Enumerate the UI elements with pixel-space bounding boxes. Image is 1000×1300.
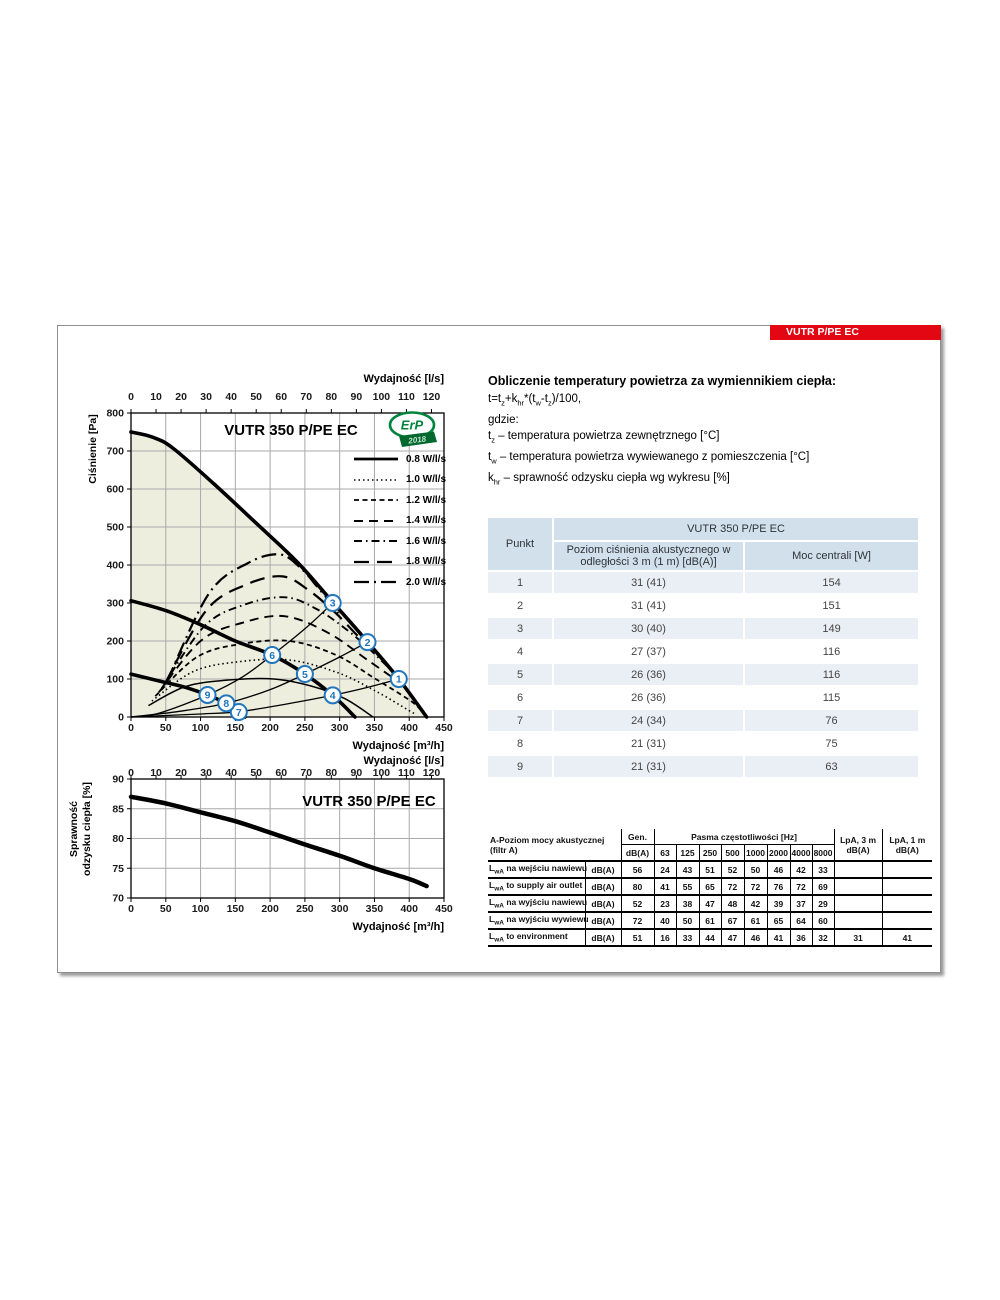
svg-text:0: 0	[128, 391, 134, 403]
legend-label: 1.4 W/l/s	[406, 515, 447, 527]
svg-text:50: 50	[250, 391, 263, 403]
heat-recovery-chart-svg	[66, 751, 461, 936]
cell-power: 116	[745, 641, 918, 664]
erp-badge-year: 2018	[407, 434, 427, 446]
cell-power: 63	[745, 756, 918, 779]
svg-text:100: 100	[372, 391, 391, 403]
formula-def: $k_{hr}$ – sprawność odzysku ciepła wg wykresu [%]	[488, 471, 730, 487]
cell-noise: 31 (41)	[554, 595, 745, 618]
cell-band: 44	[699, 929, 721, 946]
svg-text:120: 120	[422, 391, 441, 403]
cell-power: 154	[745, 572, 918, 595]
svg-text:75: 75	[112, 862, 124, 875]
cell-punkt: 4	[488, 641, 554, 664]
cell-band: 61	[699, 912, 721, 929]
legend-line-sample	[353, 517, 399, 525]
formula-equation: $t=t_z+k_{hr}*(t_w-t_z)/100$,	[488, 393, 582, 408]
col-header-punkt: Punkt	[488, 518, 554, 572]
acoustic-row-label: $L_{wA}$ to environment	[488, 929, 585, 946]
cell-band: 65	[699, 878, 721, 895]
cell-lpa3	[834, 861, 882, 878]
svg-text:50: 50	[159, 722, 172, 734]
acoustic-table	[488, 829, 932, 947]
legend-line-sample	[353, 537, 399, 545]
cell-band: 23	[654, 895, 676, 912]
svg-text:500: 500	[106, 521, 124, 534]
formula-title: Obliczenie temperatury powietrza za wymiennikiem ciepła:	[488, 374, 837, 388]
svg-text:8: 8	[223, 698, 230, 711]
svg-text:85: 85	[112, 803, 124, 816]
svg-text:200: 200	[261, 722, 279, 734]
cell-band: 50	[676, 912, 699, 929]
svg-text:70: 70	[112, 892, 124, 905]
cell-power: 149	[745, 618, 918, 641]
band-header: 8000	[812, 845, 834, 862]
table-row	[488, 641, 918, 664]
cell-punkt: 2	[488, 595, 554, 618]
svg-text:100: 100	[191, 903, 210, 915]
acoustic-header-bands: Pasma częstotliwości [Hz]	[654, 829, 834, 845]
svg-text:50: 50	[250, 767, 263, 779]
svg-text:450: 450	[435, 722, 453, 734]
datasheet-panel	[57, 325, 941, 973]
svg-text:4: 4	[329, 690, 336, 703]
svg-text:3: 3	[329, 597, 336, 610]
cell-lpa1	[882, 912, 932, 929]
svg-text:300: 300	[330, 903, 349, 915]
cell-band: 47	[699, 895, 721, 912]
legend-item	[353, 531, 448, 552]
cell-lpa1: 41	[882, 929, 932, 946]
svg-text:600: 600	[106, 483, 124, 496]
table-row	[488, 861, 932, 878]
svg-text:110: 110	[397, 767, 415, 779]
svg-text:350: 350	[365, 722, 384, 734]
svg-text:Wydajność [l/s]: Wydajność [l/s]	[363, 373, 444, 385]
cell-band: 40	[654, 912, 676, 929]
cell-noise: 26 (36)	[554, 687, 745, 710]
svg-text:5: 5	[301, 668, 308, 681]
section-tab	[770, 325, 941, 340]
svg-text:20: 20	[175, 767, 187, 779]
table-row	[488, 595, 918, 618]
cell-lpa1	[882, 895, 932, 912]
svg-text:100: 100	[372, 767, 391, 779]
cell-band: 67	[721, 912, 744, 929]
chart-legend	[353, 449, 448, 593]
svg-text:250: 250	[296, 903, 314, 915]
cell-band: 46	[744, 929, 767, 946]
legend-label: 1.8 W/l/s	[406, 556, 447, 568]
cell-band: 60	[812, 912, 834, 929]
svg-text:Wydajność [m³/h]: Wydajność [m³/h]	[352, 740, 444, 752]
cell-punkt: 6	[488, 687, 554, 710]
cell-gen: 56	[621, 861, 654, 878]
band-header: 125	[676, 845, 699, 862]
cell-band: 33	[812, 861, 834, 878]
table-span-header: VUTR 350 P/PE EC	[554, 518, 918, 542]
table-row	[488, 929, 932, 946]
acoustic-row-label: $L_{wA}$ to supply air outlet	[488, 878, 585, 895]
cell-band: 76	[767, 878, 790, 895]
cell-band: 41	[654, 878, 676, 895]
cell-noise: 30 (40)	[554, 618, 745, 641]
svg-text:400: 400	[400, 722, 418, 734]
svg-text:50: 50	[159, 903, 172, 915]
svg-text:80: 80	[325, 767, 338, 779]
svg-text:800: 800	[106, 407, 124, 420]
cell-unit: dB(A)	[585, 912, 621, 929]
cell-noise: 27 (37)	[554, 641, 745, 664]
cell-band: 52	[721, 861, 744, 878]
svg-text:1: 1	[395, 673, 402, 686]
cell-power: 76	[745, 710, 918, 733]
cell-punkt: 8	[488, 733, 554, 756]
cell-band: 36	[790, 929, 812, 946]
cell-power: 115	[745, 687, 918, 710]
erp-badge-text: ErP	[400, 417, 424, 433]
cell-noise: 21 (31)	[554, 756, 745, 779]
legend-label: 1.2 W/l/s	[406, 494, 447, 506]
band-header: 250	[699, 845, 721, 862]
legend-item	[353, 470, 448, 491]
cell-gen: 72	[621, 912, 654, 929]
svg-text:0: 0	[118, 711, 124, 724]
cell-band: 72	[790, 878, 812, 895]
chart-title: VUTR 350 P/PE EC	[224, 422, 358, 439]
svg-text:300: 300	[330, 722, 349, 734]
acoustic-header-gen: Gen.	[621, 829, 654, 845]
svg-text:6: 6	[269, 649, 276, 662]
table-row	[488, 572, 918, 595]
cell-band: 41	[767, 929, 790, 946]
cell-band: 33	[676, 929, 699, 946]
cell-band: 50	[744, 861, 767, 878]
cell-band: 69	[812, 878, 834, 895]
svg-text:0: 0	[128, 903, 134, 915]
cell-band: 55	[676, 878, 699, 895]
cell-noise: 26 (36)	[554, 664, 745, 687]
cell-noise: 21 (31)	[554, 733, 745, 756]
legend-item	[353, 490, 448, 511]
series-heat-recovery-efficiency	[131, 797, 427, 886]
svg-text:100: 100	[106, 673, 124, 686]
legend-line-sample	[353, 578, 399, 586]
table-row	[488, 710, 918, 733]
svg-text:100: 100	[191, 722, 210, 734]
cell-band: 47	[721, 929, 744, 946]
formula-block	[488, 374, 934, 491]
legend-item	[353, 572, 448, 593]
cell-punkt: 9	[488, 756, 554, 779]
svg-text:300: 300	[106, 597, 124, 610]
svg-text:0: 0	[128, 722, 134, 734]
svg-text:80: 80	[325, 391, 338, 403]
legend-item	[353, 449, 448, 470]
band-header: 500	[721, 845, 744, 862]
svg-text:0: 0	[128, 767, 134, 779]
svg-text:350: 350	[365, 903, 384, 915]
legend-label: 1.0 W/l/s	[406, 474, 447, 486]
svg-text:90: 90	[112, 773, 124, 786]
cell-unit: dB(A)	[585, 861, 621, 878]
svg-text:200: 200	[106, 635, 124, 648]
legend-item	[353, 552, 448, 573]
chart-title: VUTR 350 P/PE EC	[302, 793, 436, 810]
cell-band: 65	[767, 912, 790, 929]
cell-band: 72	[721, 878, 744, 895]
svg-text:90: 90	[350, 767, 363, 779]
legend-line-sample	[353, 476, 399, 484]
col-header-noise: Poziom ciśnienia akustycznego w odległości 3 m (1 m) [dB(A)]	[554, 542, 745, 572]
table-row	[488, 618, 918, 641]
table-row	[488, 878, 932, 895]
svg-text:Ciśnienie [Pa]: Ciśnienie [Pa]	[87, 414, 99, 484]
cell-band: 72	[744, 878, 767, 895]
svg-text:9: 9	[204, 689, 211, 702]
svg-text:Wydajność [l/s]: Wydajność [l/s]	[363, 755, 444, 767]
svg-text:10: 10	[150, 391, 162, 403]
cell-band: 16	[654, 929, 676, 946]
cell-band: 51	[699, 861, 721, 878]
svg-text:120: 120	[422, 767, 441, 779]
cell-lpa3	[834, 912, 882, 929]
cell-unit: dB(A)	[585, 895, 621, 912]
acoustic-row-label: $L_{wA}$ na wyjściu nawiewu	[488, 895, 585, 912]
band-header: 4000	[790, 845, 812, 862]
cell-unit: dB(A)	[585, 878, 621, 895]
svg-text:400: 400	[400, 903, 418, 915]
svg-text:30: 30	[200, 767, 212, 779]
svg-text:700: 700	[106, 445, 124, 458]
cell-unit: dB(A)	[585, 929, 621, 946]
cell-lpa3	[834, 895, 882, 912]
operating-points-table	[488, 518, 918, 779]
svg-text:70: 70	[300, 767, 313, 779]
cell-band: 24	[654, 861, 676, 878]
formula-where: gdzie:	[488, 413, 519, 426]
cell-band: 42	[790, 861, 812, 878]
legend-item	[353, 511, 448, 532]
table-row	[488, 756, 918, 779]
heat-recovery-chart	[66, 751, 461, 936]
cell-band: 37	[790, 895, 812, 912]
svg-text:40: 40	[225, 767, 238, 779]
right-column	[488, 374, 934, 944]
cell-punkt: 3	[488, 618, 554, 641]
table-row	[488, 687, 918, 710]
svg-text:60: 60	[275, 391, 288, 403]
acoustic-header-unit: dB(A)	[621, 845, 654, 862]
cell-lpa3	[834, 878, 882, 895]
cell-band: 38	[676, 895, 699, 912]
legend-line-sample	[353, 558, 399, 566]
svg-text:20: 20	[175, 391, 187, 403]
cell-noise: 24 (34)	[554, 710, 745, 733]
svg-text:odzysku ciepła [%]: odzysku ciepła [%]	[81, 782, 93, 876]
cell-lpa3: 31	[834, 929, 882, 946]
svg-text:Sprawność: Sprawność	[68, 800, 80, 858]
cell-band: 46	[767, 861, 790, 878]
col-header-power: Moc centrali [W]	[745, 542, 918, 572]
svg-text:2: 2	[364, 636, 371, 649]
svg-text:30: 30	[200, 391, 212, 403]
svg-text:110: 110	[397, 391, 415, 403]
svg-text:Wydajność [m³/h]: Wydajność [m³/h]	[352, 921, 444, 933]
cell-punkt: 7	[488, 710, 554, 733]
svg-text:200: 200	[261, 903, 279, 915]
cell-gen: 80	[621, 878, 654, 895]
cell-band: 48	[721, 895, 744, 912]
fan-performance-chart	[66, 364, 461, 754]
svg-text:60: 60	[275, 767, 288, 779]
legend-label: 1.6 W/l/s	[406, 535, 447, 547]
svg-text:450: 450	[435, 903, 453, 915]
cell-power: 75	[745, 733, 918, 756]
cell-gen: 51	[621, 929, 654, 946]
svg-text:150: 150	[226, 722, 245, 734]
legend-label: 2.0 W/l/s	[406, 576, 447, 588]
cell-punkt: 5	[488, 664, 554, 687]
band-header: 63	[654, 845, 676, 862]
table-row	[488, 895, 932, 912]
legend-line-sample	[353, 455, 399, 463]
svg-text:10: 10	[150, 767, 162, 779]
formula-def: $t_w$ – temperatura powietrza wywiewanego z pomieszczenia [°C]	[488, 451, 810, 466]
table-row	[488, 733, 918, 756]
acoustic-header-label: A-Poziom mocy akustycznej (filtr A)	[490, 834, 605, 855]
acoustic-row-label: $L_{wA}$ na wyjściu wywiewu	[488, 912, 585, 929]
legend-label: 0.8 W/l/s	[406, 453, 447, 465]
acoustic-header-lpa3m: LpA, 3 m dB(A)	[834, 829, 882, 861]
cell-band: 64	[790, 912, 812, 929]
cell-band: 32	[812, 929, 834, 946]
cell-lpa1	[882, 878, 932, 895]
cell-noise: 31 (41)	[554, 572, 745, 595]
svg-text:7: 7	[235, 706, 242, 719]
band-header: 2000	[767, 845, 790, 862]
svg-text:400: 400	[106, 559, 124, 572]
svg-text:90: 90	[350, 391, 363, 403]
svg-text:150: 150	[226, 903, 245, 915]
svg-text:70: 70	[300, 391, 313, 403]
svg-text:250: 250	[296, 722, 314, 734]
cell-band: 43	[676, 861, 699, 878]
band-header: 1000	[744, 845, 767, 862]
table-row	[488, 664, 918, 687]
svg-text:80: 80	[112, 833, 124, 845]
cell-band: 39	[767, 895, 790, 912]
svg-text:40: 40	[225, 391, 238, 403]
table-row	[488, 912, 932, 929]
cell-band: 42	[744, 895, 767, 912]
cell-punkt: 1	[488, 572, 554, 595]
cell-power: 151	[745, 595, 918, 618]
acoustic-row-label: $L_{wA}$ na wejściu nawiewu	[488, 861, 585, 878]
cell-band: 29	[812, 895, 834, 912]
legend-line-sample	[353, 496, 399, 504]
section-tab-label: VUTR P/PE EC	[786, 326, 859, 338]
cell-lpa1	[882, 861, 932, 878]
cell-gen: 52	[621, 895, 654, 912]
cell-power: 116	[745, 664, 918, 687]
cell-band: 61	[744, 912, 767, 929]
formula-def: $t_z$ – temperatura powietrza zewnętrznego [°C]	[488, 430, 720, 445]
acoustic-header-lpa1m: LpA, 1 m dB(A)	[882, 829, 932, 861]
